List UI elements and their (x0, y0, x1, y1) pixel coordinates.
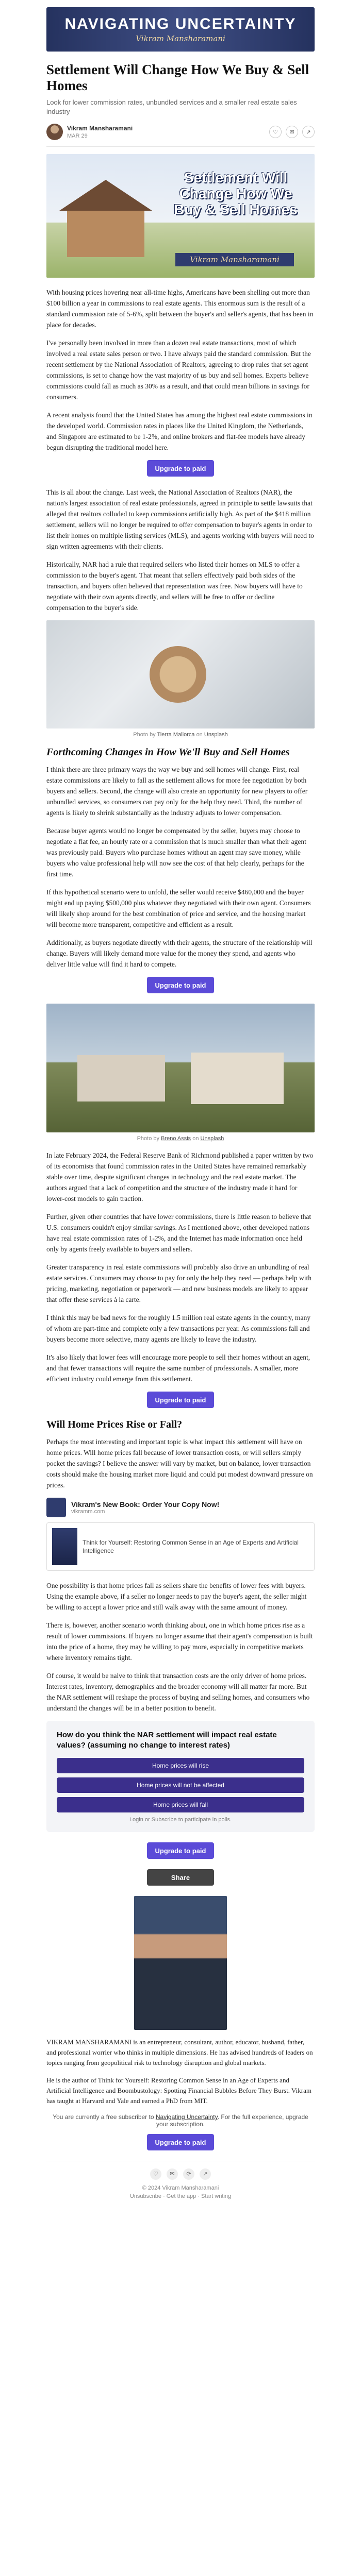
footer-links[interactable]: Unsubscribe · Get the app · Start writing (129, 2193, 232, 2199)
author-bio: VIKRAM MANSHARAMANI is an entrepreneur, consultant, author, educator, husband, father, and professional worrier who thinks in multiple dimensions. He has advised hundreds of leaders on topics ranging from geopolitical risk to technology disruption and global markets. (46, 2038, 313, 2066)
paragraph: Perhaps the most interesting and important topic is what impact this settlement will have on home prices. Will home prices fall because of lower transaction costs, or will sellers simply pocket the savings? I believe the answer will vary by market, but on balance, lower transaction costs should make the housing market more liquid and could put modest downward pressure on prices. (46, 1438, 313, 1489)
copyright: © 2024 Vikram Mansharamani (142, 2185, 219, 2191)
restack-icon[interactable]: ⟳ (183, 2168, 194, 2180)
masthead-title: NAVIGATING UNCERTAINTY (64, 15, 297, 32)
byline (46, 124, 315, 147)
share-icon[interactable]: ↗ (200, 2168, 211, 2180)
poll (46, 1721, 315, 1832)
share-icon[interactable]: ↗ (302, 126, 315, 138)
photo-caption: Photo by Tierra Mallorca on Unsplash (133, 732, 228, 738)
book-thumbnail (46, 1498, 66, 1517)
publication-link[interactable]: Navigating Uncertainty (155, 2113, 218, 2121)
author-bio: He is the author of Think for Yourself: Restoring Common Sense in an Age of Experts and Artificial Intelligence and Boombustology: Spotting Financial Bubbles Before They Burst. Vikram has taught at Harvard and Yale and earned a PhD from MIT. (46, 2076, 311, 2105)
newsletter-page (46, 7, 315, 2200)
paragraph: I think there are three primary ways the way we buy and sell homes will change. First, real estate commissions are likely to fall as the settlement allows for more fee negotiation by both buyers and sellers. Second, the change will also create an opportunity for new players to offer unbundled services, so consumers can pay only for the help they need. Third, the number of agents is likely to shrink substantially as the industry adjusts to lower compensation. (46, 766, 308, 817)
poll-option-fall[interactable]: Home prices will fall (57, 1797, 304, 1812)
photographer-link[interactable]: Tierra Mallorca (157, 732, 195, 738)
comment-icon[interactable]: ✉ (167, 2168, 178, 2180)
paragraph: If this hypothetical scenario were to unfold, the seller would receive $460,000 and the buyer might end up paying $500,000 plus whatever they negotiated with their own agent. Consumers will likely shop around for the best combination of price and service, and the housing market will become more transparent, competitive and efficient as a result. (46, 888, 311, 928)
paragraph: I think this may be bad news for the roughly 1.5 million real estate agents in the country, many of whom are part-time and complete only a few transactions per year. As commissions fall and buyers become more selective, many agents are likely to leave the industry. (46, 1314, 311, 1343)
avatar[interactable] (46, 124, 63, 140)
footer (46, 2161, 315, 2200)
poll-question: How do you think the NAR settlement will impact real estate values? (assuming no change to interest rates) (57, 1731, 277, 1750)
section-heading: Forthcoming Changes in How We'll Buy and Sell Homes (46, 747, 290, 758)
subscription-note: You are currently a free subscriber to Navigating Uncertainty. For the full experience, upgrade your subscription. (53, 2113, 308, 2128)
photo-caption: Photo by Breno Assis on Unsplash (137, 1136, 224, 1142)
paragraph: It's also likely that lower fees will encourage more people to sell their homes without an agent, and that fewer transactions will require the same number of professionals. A smaller, more efficient industry could emerge from this settlement. (46, 1353, 310, 1383)
ad-description: Think for Yourself: Restoring Common Sense in an Age of Experts and Artificial Intelligence (83, 1539, 299, 1554)
ad-header[interactable] (46, 1498, 315, 1517)
masthead-subtitle: Vikram Mansharamani (136, 34, 225, 43)
paragraph: I've personally been involved in more than a dozen real estate transactions, most of which involved a real estate sales person or two. I have always paid the standard commission. But the recent settlement by the National Association of Realtors, agreeing to drop rules that set agent commissions, is set to change how the vast majority of us buy and sell homes. Experts believe commissions could fall as much as 30% as a result, and that could mean billions in savings for consumers. (46, 339, 311, 401)
photo-detail (150, 646, 206, 703)
paragraph: Additionally, as buyers negotiate directly with their agents, the structure of the relationship will change. Buyers will likely demand more value for the money they spend, and agents who deliver little value will find it hard to compete. (46, 939, 313, 968)
photo-handshake (46, 620, 315, 728)
upgrade-button[interactable]: Upgrade to paid (147, 1842, 214, 1859)
source-link[interactable]: Unsplash (204, 732, 228, 738)
poll-option-rise[interactable]: Home prices will rise (57, 1758, 304, 1773)
house-shape (77, 1055, 165, 1101)
section-heading: Will Home Prices Rise or Fall? (46, 1419, 183, 1430)
paragraph: Historically, NAR had a rule that required sellers who listed their homes on MLS to offer a commission to the buyer's agent. That meant that sellers effectively paid both sides of the transaction, and buyers often believed that representation was free. Now buyers will have to negotiate with their own agents directly, and sellers will be free to offer or decline compensation to the buyer's side. (46, 561, 303, 612)
author-portrait (134, 1896, 227, 2030)
upgrade-button[interactable]: Upgrade to paid (147, 1392, 214, 1408)
paragraph: A recent analysis found that the United States has among the highest real estate commissions in the developed world. Commission rates in places like the United Kingdom, the Netherlands, and Singapore are estimated to be 1-2%, and online brokers and flat-fee models have already begun disrupting the traditional model here. (46, 411, 313, 451)
paragraph: Further, given other countries that have lower commissions, there is little reason to believe that U.S. consumers couldn't enjoy similar savings. As I mentioned above, other developed nations have real estate commission rates of 1-2%, and the Internet has made information once held only by agents freely available to buyers and sellers. (46, 1213, 311, 1253)
poll-footer[interactable]: Login or Subscribe to participate in polls. (129, 1817, 232, 1823)
house-shape (191, 1053, 284, 1104)
hero-title: Settlement Will Change How We Buy & Sell Homes (174, 170, 298, 217)
author-name[interactable]: Vikram Mansharamani (67, 125, 133, 132)
article-subtitle: Look for lower commission rates, unbundled services and a smaller real estate sales industry (46, 98, 297, 115)
heart-icon[interactable]: ♡ (150, 2168, 161, 2180)
ad-meta: vikramm.com (71, 1509, 105, 1515)
ad-title[interactable]: Vikram's New Book: Order Your Copy Now! (71, 1500, 220, 1509)
hero-brand: Vikram Mansharamani (175, 253, 294, 266)
hero-image (46, 154, 315, 278)
paragraph: This is all about the change. Last week, the National Association of Realtors (NAR), the nation's largest association of real estate professionals, agreed in principle to settle lawsuits that alleged that realtors colluded to keep commissions artificially high. As part of the $418 million settlement, sellers will no longer be required to offer compensation to buyer's agents in order to list their homes on multiple listing services (MLS), and agents working with buyers will need to sign written agreements with their clients. (46, 488, 314, 550)
publish-date: MAR 29 (67, 133, 88, 139)
share-button[interactable]: Share (147, 1869, 214, 1886)
house-illustration (67, 211, 144, 257)
paragraph: With housing prices hovering near all-time highs, Americans have been shelling out more than $100 billion a year in commissions to real estate agents. This enormous sum is the result of a standard commission rate of 5-6%, split between the buyer's and seller's agents, that has been in place for decades. (46, 289, 314, 329)
paragraph: In late February 2024, the Federal Reserve Bank of Richmond published a paper written by two of its economists that found commission rates in the United States have remained remarkably stable over time, despite significant changes in technology and the real estate market. The authors argued that a lack of competition and the structure of the industry made it hard for lower-cost models to gain traction. (46, 1151, 314, 1202)
photographer-link[interactable]: Breno Assis (161, 1136, 191, 1142)
source-link[interactable]: Unsplash (200, 1136, 224, 1142)
heart-icon[interactable]: ♡ (269, 126, 282, 138)
paragraph: Greater transparency in real estate commissions will probably also drive an unbundling of real estate services. Consumers may choose to pay for only the help they need — perhaps help with pricing, marketing, negotiation or paperwork — and new business models are likely to appear that offer these services à la carte. (46, 1263, 311, 1303)
comment-icon[interactable]: ✉ (286, 126, 298, 138)
upgrade-button[interactable]: Upgrade to paid (147, 2134, 214, 2150)
book-cover (52, 1528, 77, 1565)
paragraph: One possibility is that home prices fall as sellers share the benefits of lower fees with buyers. Using the example above, if a seller no longer needs to pay the buyer's agent, the seller might be willing to accept a lower price and still walk away with the same amount of money. (46, 1582, 307, 1611)
upgrade-button[interactable]: Upgrade to paid (147, 460, 214, 477)
poll-option-no-effect[interactable]: Home prices will not be affected (57, 1777, 304, 1793)
photo-houses (46, 1004, 315, 1132)
share-icons (269, 126, 315, 138)
ad-card[interactable] (46, 1522, 315, 1571)
paragraph: Because buyer agents would no longer be compensated by the seller, buyers may choose to negotiate a flat fee, an hourly rate or a commission that is much smaller than what their agent was previously paid. Buyers who purchase homes without an agent may save money, while buyers who value professional help will now see the cost of that help clearly, perhaps for the first time. (46, 827, 306, 878)
upgrade-button[interactable]: Upgrade to paid (147, 977, 214, 993)
article-title[interactable]: Settlement Will Change How We Buy & Sell Homes (46, 62, 309, 93)
author-block (46, 124, 133, 140)
paragraph: Of course, it would be naive to think that transaction costs are the only driver of home prices. Interest rates, inventory, demographics and the broader economy will all matter far more. But the NAR settlement will reshape the process of buying and selling homes, and consumers who understand the changes will be in a better position to benefit. (46, 1672, 310, 1712)
footer-icons (46, 2168, 315, 2180)
house-roof (59, 180, 152, 211)
paragraph: There is, however, another scenario worth thinking about, one in which home prices rise as a result of lower commissions. If buyers no longer assume that their agent's compensation is built into the price of a home, they may be willing to pay more, especially in competitive markets where inventory remains tight. (46, 1621, 313, 1662)
masthead-banner[interactable] (46, 7, 315, 52)
